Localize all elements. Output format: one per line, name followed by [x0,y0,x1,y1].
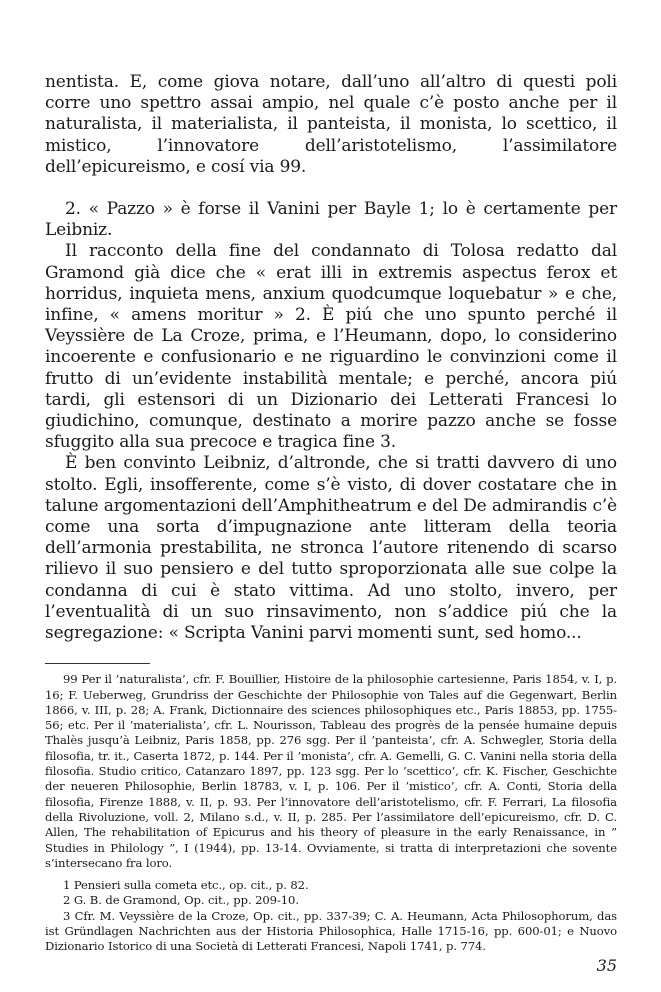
body-paragraph-2 [45,199,617,241]
footnote-1 [45,878,617,893]
footnote-99-text: 99 Per il ’naturalista’, cfr. F. Bouillier, Histoire de la philosophie cartesienne, Paris 1854, v. I, p. 16; F. Ueberweg, Grundriss der Geschichte der Philosophie von Tales auf die Gegenwart, Berlin 1866, v. III, p. 28; A. Frank, Dictionnaire des sciences philosophiques etc., Paris 18853, pp. 1755-56; etc. Per il ’materialista’, cfr. L. Nourisson, Tableau des progrès de la pensée humaine depuis Thalès jusqu’à Leibniz, Paris 1858, pp. 276 sgg. Per il ’panteista’, cfr. A. Schwegler, Storia della filosofia, tr. it., Caserta 1872, p. 144. Per il ’monista’, cfr. A. Gemelli, G. C. Vanini nella storia della filosofia. Studio critico, Catanzaro 1897, pp. 123 sgg. Per lo ’scettico’, cfr. K. Fischer, Geschichte der neueren Philosophie, Berlin 18783, v. I, p. 106. Per il ’mistico’, cfr. A. Conti, Storia della filosofia, Firenze 1888, v. II, p. 93. Per l’innovatore dell’aristotelismo, cfr. F. Ferrari, La filosofia della Rivoluzione, voll. 2, Milano s.d., v. II, p. 285. Per l’assimilatore dell’epicureismo, cfr. D. C. Allen, The rehabilitation of Epicurus and his theory of pleasure in the early Renaissance, in ” Studies in Philology ”, I (1944), pp. 13-14. Ovviamente, si tratta di interpretazioni che sovente s’intersecano fra loro. [45,672,617,870]
body-paragraph-3 [45,241,617,453]
footnote-3 [45,909,617,955]
footnote-99 [45,672,617,871]
paragraph-3-text: Il racconto della fine del condannato di Tolosa redatto dal Gramond già dice che « erat illi in extremis aspectus ferox et horridus, inquieta mens, anxium quodcumque loquebatur » e che, infine, « amens moritur » 2. È piú che uno spunto perché il Veyssière de La Croze, prima, e l’Heumann, dopo, lo considerino incoerente e confusionario e ne riguardino le convinzioni come il frutto di un’evidente instabilità mentale; e perché, ancora piú tardi, gli estensori di un Dizionario dei Letterati Francesi lo giudichino, comunque, destinato a morire pazzo anche se fosse sfuggito alla sua precoce e tragica fine 3. [45,241,617,453]
footnote-separator [45,663,150,664]
footnote-2 [45,893,617,908]
page-content [45,72,617,955]
footnote-2-text: 2 G. B. de Gramond, Op. cit., pp. 209-10. [63,893,299,908]
body-paragraph-4 [45,453,617,644]
paragraph-2-text: 2. « Pazzo » è forse il Vanini per Bayle 1; lo è certamente per Leibniz. [45,199,617,241]
footnote-1-text: 1 Pensieri sulla cometa etc., op. cit., p. 82. [63,878,309,893]
section-gap [45,178,617,199]
footnote-3-text: 3 Cfr. M. Veyssière de la Croze, Op. cit., pp. 337-39; C. A. Heumann, Acta Philosophorum, das ist Gründlagen Nachrichten aus der Historia Philosophica, Halle 1715-16, pp. 600-01; e Nuovo Dizionario Istorico di una Società di Letterati Francesi, Napoli 1741, p. 774. [45,908,617,954]
page-number: 35 [596,956,617,975]
body-paragraph-1: nentista. E, come giova notare, dall’uno all’altro di questi poli corre uno spettro assai ampio, nel quale c’è posto anche per il naturalista, il materialista, il panteista, il monista, lo scettico, il mistico, l’innovatore dell’aristotelismo, l’assimilatore dell’epicureismo, e cosí via 99. [45,72,617,177]
paragraph-4-text: È ben convinto Leibniz, d’altronde, che si tratti davvero di uno stolto. Egli, insofferente, come s’è visto, di dover costatare che in talune argomentazioni dell’Amphitheatrum e del De admirandis c’è come una sorta d’impugnazione ante litteram della teoria dell’armonia prestabilita, ne stronca l’autore ritenendo di scarso rilievo il suo pensiero e del tutto sproporzionata alle sue colpe la condanna di cui è stato vittima. Ad uno stolto, invero, per l’eventualità di un suo rinsavimento, non s’addice piú che la segregazione: « Scripta Vanini parvi momenti sunt, sed homo... [45,453,617,644]
